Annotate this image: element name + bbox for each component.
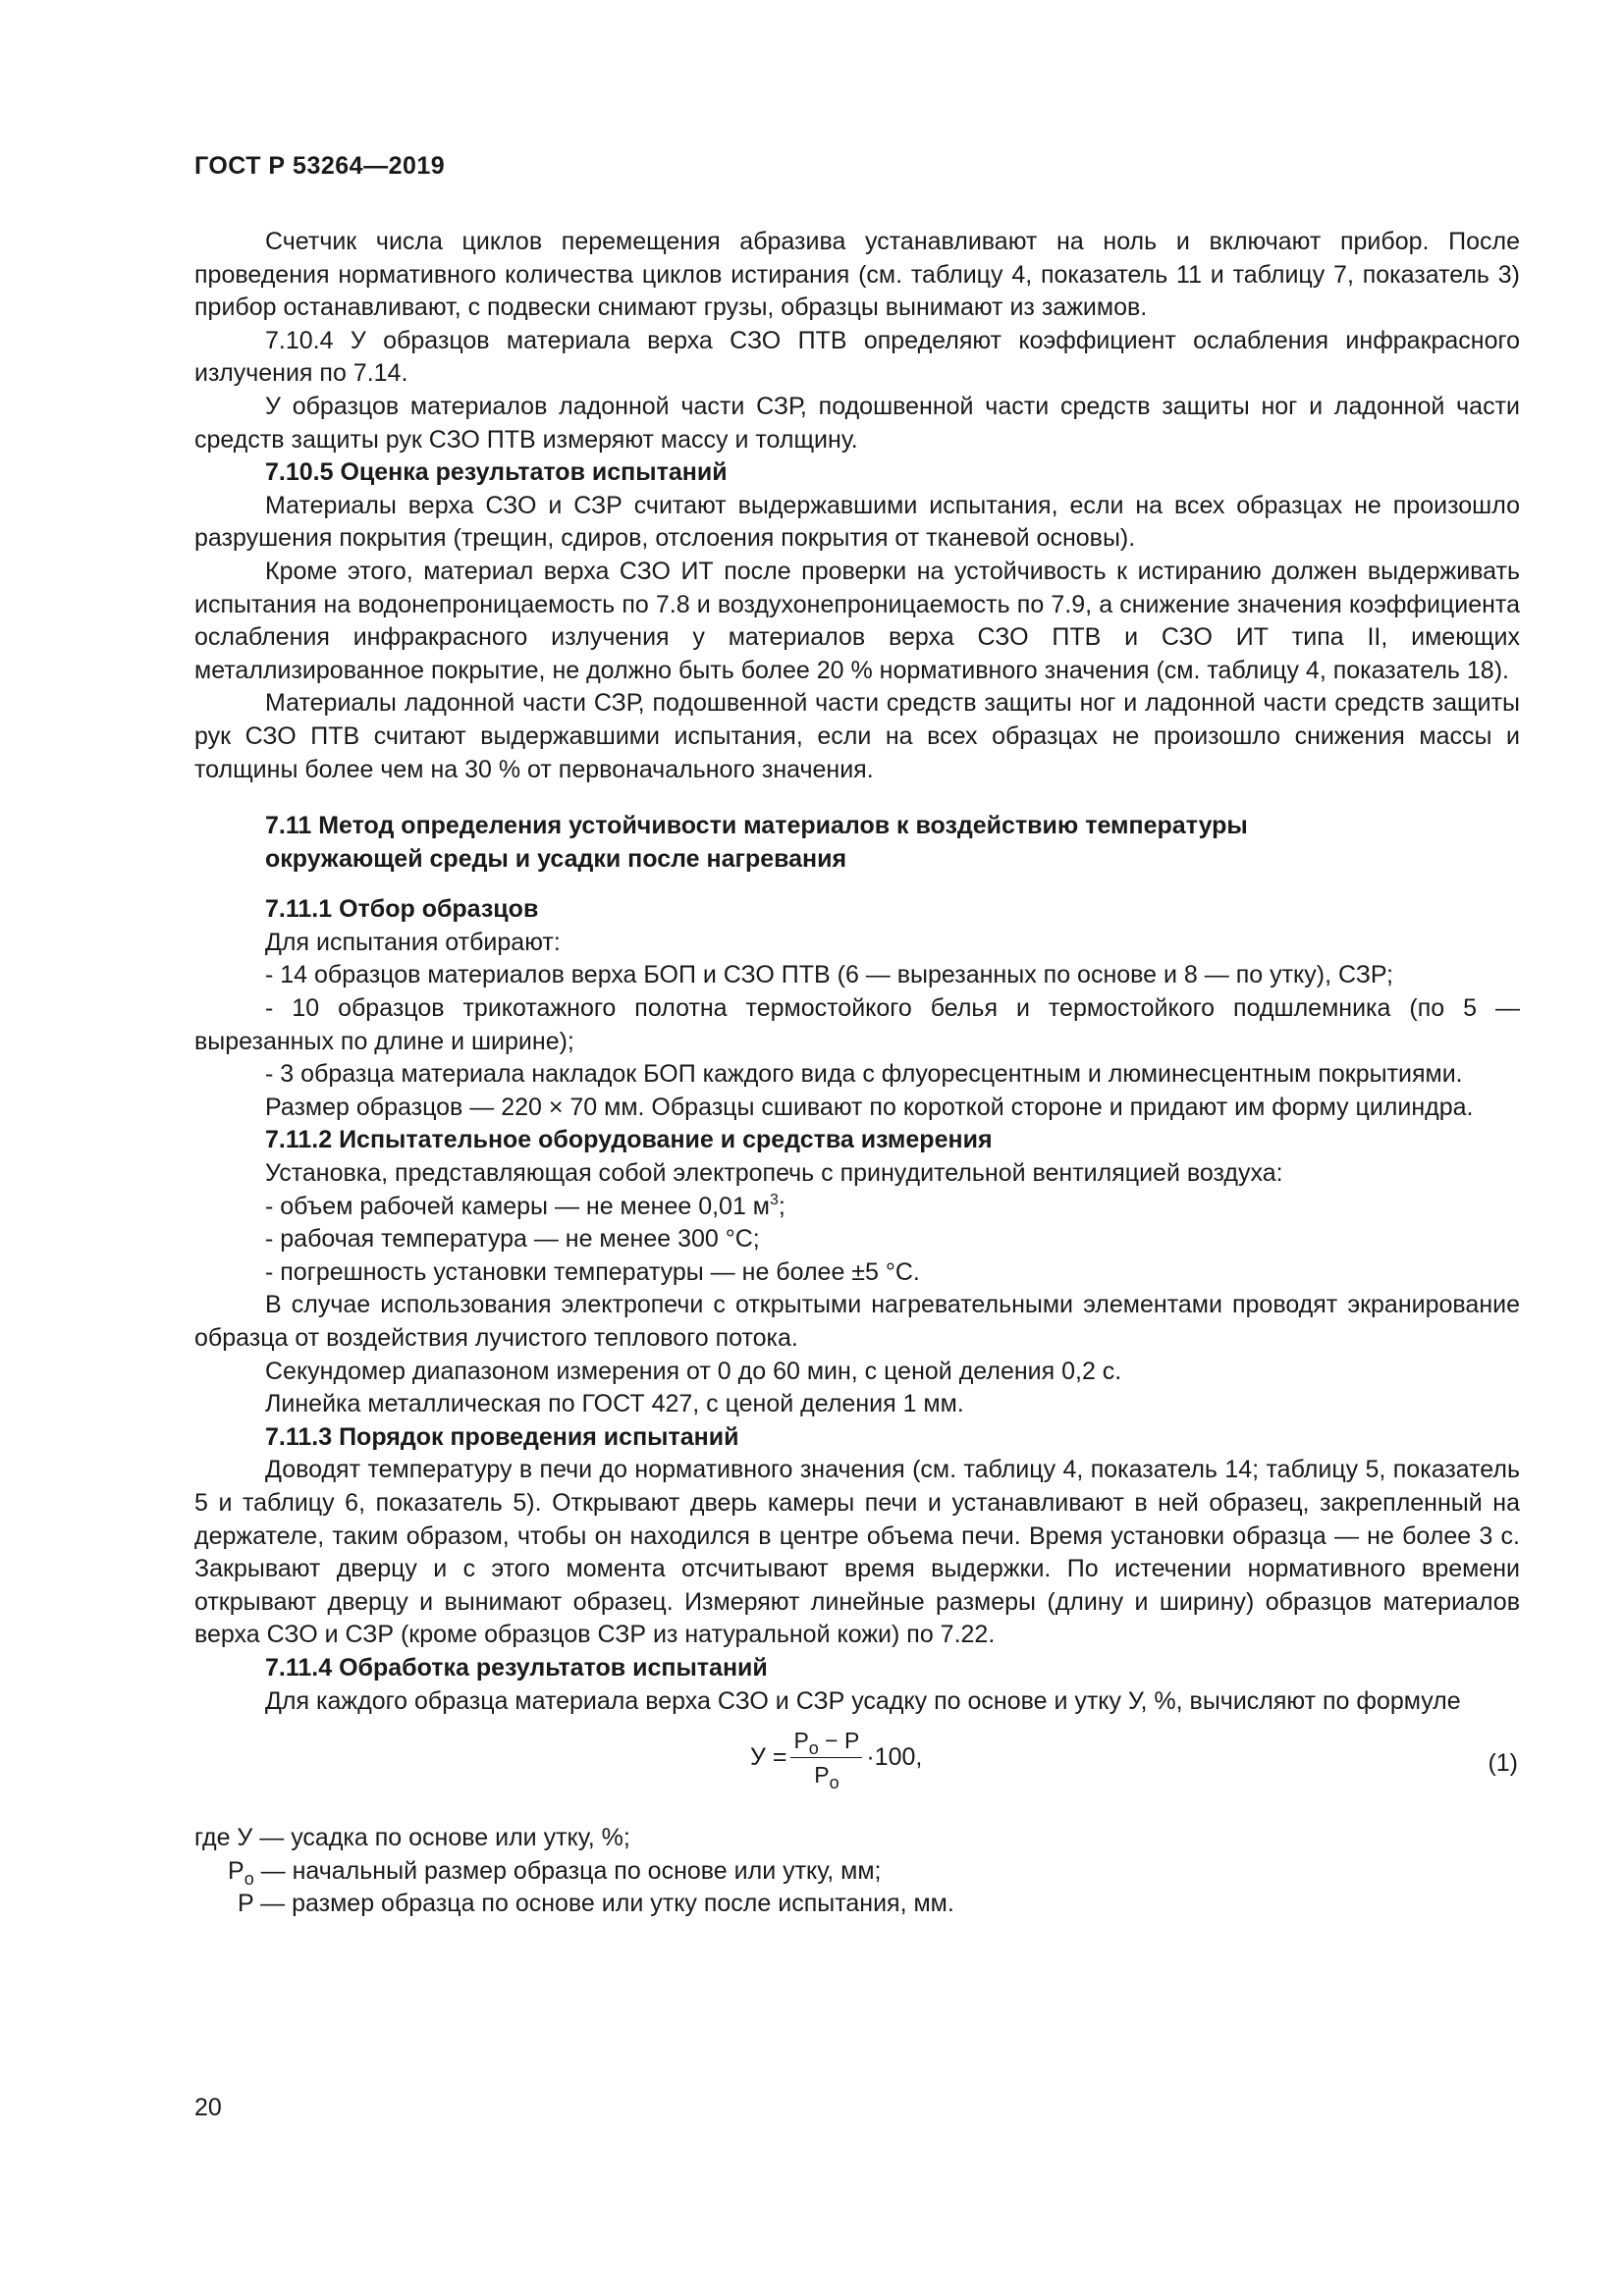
paragraph: Для каждого образца материала верха СЗО и СЗР усадку по основе и утку У, %, вычисляют по формуле bbox=[265, 1686, 1461, 1715]
section-heading: 7.11.1 Отбор образцов bbox=[265, 895, 539, 924]
paragraph: Счетчик числа циклов перемещения абразива устанавливают на ноль и включают прибор. После проведения нормативного количества циклов истирания (см. таблицу 4, показатель 11 и таблицу 7, показатель 3) прибор останавливают, с подвески снимают грузы, образцы вынимают из зажимов. bbox=[194, 228, 1520, 322]
list-item: - погрешность установки температуры — не более ±5 °С. bbox=[265, 1257, 920, 1286]
formula-number: (1) bbox=[1488, 1749, 1518, 1778]
page-number: 20 bbox=[194, 2094, 222, 2121]
definition-item: где У — усадка по основе или утку, %; bbox=[194, 1824, 630, 1852]
paragraph: Кроме этого, материал верха СЗО ИТ после проверки на устойчивость к истиранию должен выдерживать испытания на водонепроницаемость по 7.8 и воздухонепроницаемость по 7.9, а снижение значения коэффициента ослабления инфракрасного излучения у материалов верха СЗО ПТВ и СЗО ИТ типа II, имеющих металлизированное покрытие, не должно быть более 20 % нормативного значения (см. таблицу 4, показатель 18). bbox=[194, 557, 1520, 684]
list-item: - 14 образцов материалов верха БОП и СЗО ПТВ (6 — вырезанных по основе и 8 — по утку), СЗР; bbox=[265, 961, 1393, 989]
section-heading: окружающей среды и усадки после нагревания bbox=[265, 844, 847, 873]
paragraph: Доводят температуру в печи до нормативного значения (см. таблицу 4, показатель 14; таблицу 5, показатель 5 и таблицу 6, показатель 5). Открывают дверь камеры печи и устанавливают в ней образец, закрепленный на держателе, таким образом, чтобы он находился в центре объема печи. Время установки образца — не более 3 с. Закрывают дверцу и с этого момента отсчитывают время выдержки. По истечении нормативного времени открывают дверцу и вынимают образец. Измеряют линейные размеры (длину и ширину) образцов материалов верха СЗО и СЗР (кроме образцов СЗР из натуральной кожи) по 7.22. bbox=[194, 1456, 1520, 1649]
section-heading: 7.11.3 Порядок проведения испытаний bbox=[265, 1422, 739, 1451]
paragraph: Линейка металлическая по ГОСТ 427, с ценой деления 1 мм. bbox=[265, 1390, 964, 1418]
paragraph: В случае использования электропечи с открытыми нагревательными элементами проводят экранирование образца от воздействия лучистого теплового потока. bbox=[194, 1291, 1520, 1352]
section-heading: 7.11.4 Обработка результатов испытаний bbox=[265, 1653, 768, 1682]
document-header: ГОСТ Р 53264—2019 bbox=[194, 152, 446, 180]
paragraph: Установка, представляющая собой электропечь с принудительной вентиляцией воздуха: bbox=[265, 1159, 1283, 1188]
list-item: - рабочая температура — не менее 300 °С; bbox=[265, 1225, 760, 1254]
formula-lhs: У = bbox=[750, 1742, 787, 1771]
formula bbox=[194, 1722, 1520, 1810]
list-item: - объем рабочей камеры — не менее 0,01 $м^3$; bbox=[265, 1191, 785, 1220]
formula-tail: ·100, bbox=[866, 1742, 923, 1771]
paragraph: Материалы верха СЗО и СЗР считают выдержавшими испытания, если на всех образцах не произошло разрушения покрытия (трещин, сдиров, отслоения покрытия от тканевой основы). bbox=[194, 491, 1520, 553]
section-heading: 7.11 Метод определения устойчивости материалов к воздействию температуры bbox=[265, 812, 1248, 840]
list-item: - 10 образцов трикотажного полотна термостойкого белья и термостойкого подшлемника (по 5 — вырезанных по длине и ширине); bbox=[194, 994, 1520, 1055]
section-heading: 7.10.5 Оценка результатов испытаний bbox=[265, 458, 728, 487]
definition-item: $P_о$ — начальный размер образца по основе или утку, мм; bbox=[228, 1856, 882, 1889]
formula-denominator: $P_о$ bbox=[814, 1762, 839, 1793]
definition-item: P — размер образца по основе или утку после испытания, мм. bbox=[238, 1890, 954, 1918]
formula-fraction bbox=[790, 1726, 862, 1793]
definitions bbox=[194, 1822, 1520, 1921]
paragraph: Для испытания отбирают: bbox=[265, 928, 561, 956]
paragraph: Секундомер диапазоном измерения от 0 до 60 мин, с ценой деления 0,2 с. bbox=[265, 1357, 1122, 1385]
paragraph: Материалы ладонной части СЗР, подошвенной части средств защиты ног и ладонной части средств защиты рук СЗО ПТВ считают выдержавшими испытания, если на всех образцах не произошло снижения массы и толщины более чем на 30 % от первоначального значения. bbox=[194, 689, 1520, 783]
formula-numerator: $P_о - P$ bbox=[790, 1726, 862, 1758]
paragraph: 7.10.4 У образцов материала верха СЗО ПТВ определяют коэффициент ослабления инфракрасного излучения по 7.14. bbox=[194, 326, 1520, 388]
formula-expression bbox=[750, 1726, 923, 1793]
section-heading: 7.11.2 Испытательное оборудование и средства измерения bbox=[265, 1126, 993, 1154]
paragraph: Размер образцов — 220 × 70 мм. Образцы сшивают по короткой стороне и придают им форму цилиндра. bbox=[265, 1093, 1474, 1121]
list-item: - 3 образца материала накладок БОП каждого вида с флуоресцентным и люминесцентным покрытиями. bbox=[265, 1060, 1463, 1089]
document-body bbox=[194, 226, 1520, 1921]
paragraph: У образцов материалов ладонной части СЗР, подошвенной части средств защиты ног и ладонной части средств защиты рук СЗО ПТВ измеряют массу и толщину. bbox=[194, 392, 1520, 454]
